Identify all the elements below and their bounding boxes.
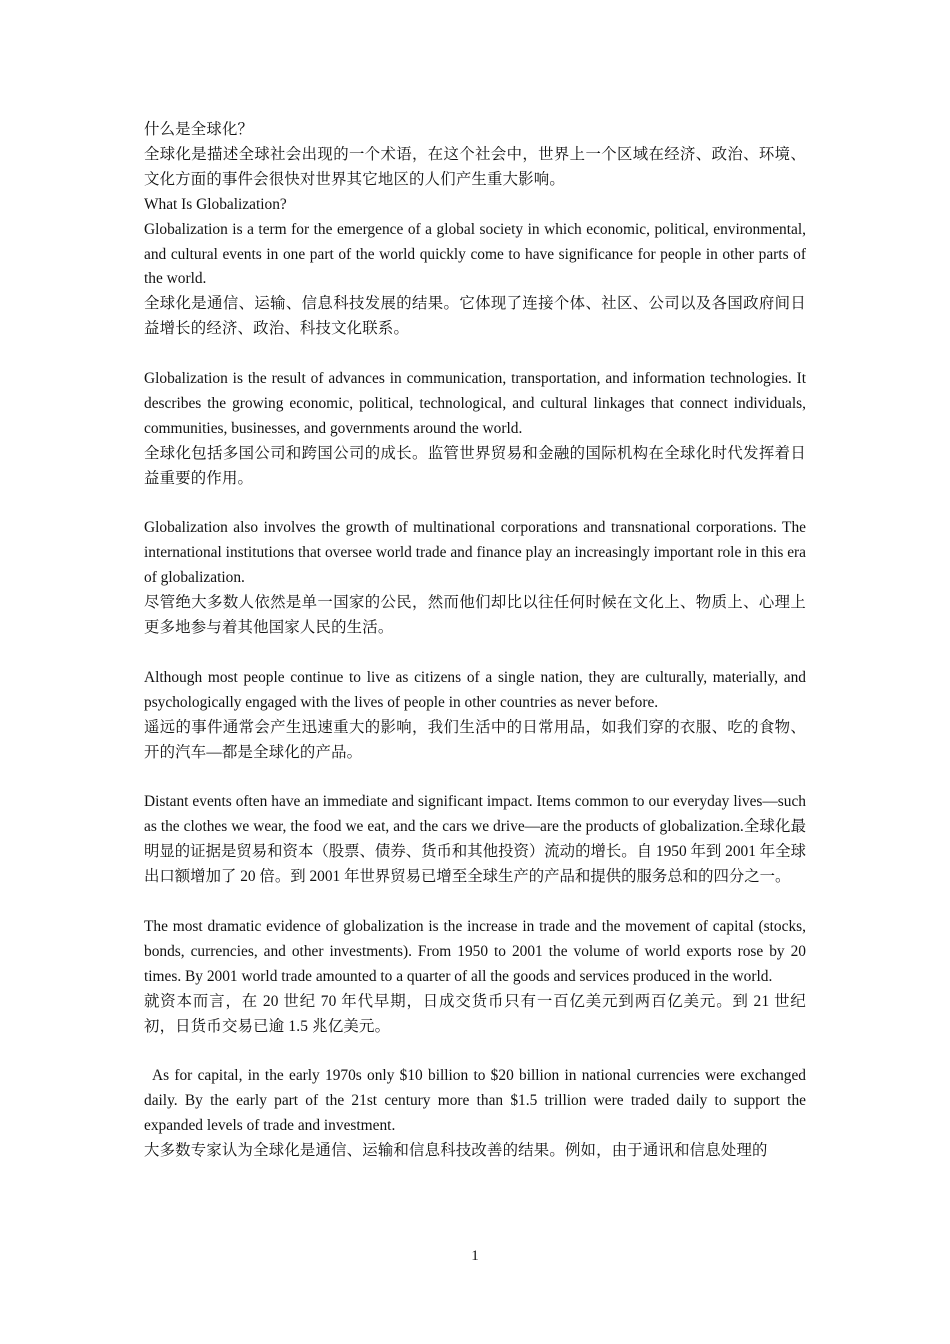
blank-line xyxy=(144,1039,806,1064)
paragraph-7-chinese: 就资本而言，在 20 世纪 70 年代早期，日成交货币只有一百亿美元到两百亿美元。到 21 世纪初，日货币交易已逾 1.5 兆亿美元。 xyxy=(144,992,806,1035)
paragraph-4-chinese: 尽管绝大多数人依然是单一国家的公民，然而他们却比以往任何时候在文化上、物质上、心理上更多地参与着其他国家人民的生活。 xyxy=(144,594,806,637)
paragraph-4-english: Although most people continue to live as citizens of a single nation, they are culturally, materially, and psychologically engaged with the lives of people in other countries as never before. xyxy=(144,668,806,711)
paragraph-1-english: Globalization is a term for the emergence of a global society in which economic, political, environmental, and cultural events in one part of the world quickly come to have significance for people in other parts of the world. xyxy=(144,220,806,288)
title-chinese: 什么是全球化？ xyxy=(144,121,254,138)
blank-line xyxy=(144,641,806,666)
document-body xyxy=(144,118,806,1164)
paragraph-6-english: The most dramatic evidence of globalization is the increase in trade and the movement of capital (stocks, bonds, currencies, and other investments). From 1950 to 2001 the volume of world exports rose by 20 times. By 2001 world trade amounted to a quarter of all the goods and services produced in the world. xyxy=(144,917,806,985)
paragraph-2-english: Globalization is the result of advances in communication, transportation, and information technologies. It describes the growing economic, political, technological, and cultural linkages that connect individuals, communities, businesses, and governments around the world. xyxy=(144,370,806,437)
paragraph-7-english: As for capital, in the early 1970s only $10 billion to $20 billion in national currencies were exchanged daily. By the early part of the 21st century more than $1.5 trillion were traded daily to support the expanded levels of trade and investment. xyxy=(144,1067,806,1135)
blank-line xyxy=(144,342,806,367)
title-english: What Is Globalization? xyxy=(144,195,287,213)
blank-line xyxy=(144,766,806,791)
blank-line xyxy=(144,890,806,915)
paragraph-5-english-6-chinese: Distant events often have an immediate and significant impact. Items common to our everyday lives—such as the clothes we wear, the food we eat, and the cars we drive—are the products of globalization.全球化最明显的证据是贸易和资本（股票、债券、货币和其他投资）流动的增长。自 1950 年到 2001 年全球出口额增加了 20 倍。到 2001 年世界贸易已增至全球生产的产品和提供的服务总和的四分之一。 xyxy=(144,793,806,886)
paragraph-2-chinese: 全球化是通信、运输、信息科技发展的结果。它体现了连接个体、社区、公司以及各国政府间日益增长的经济、政治、科技文化联系。 xyxy=(144,295,806,338)
blank-line xyxy=(144,492,806,517)
paragraph-3-english: Globalization also involves the growth of multinational corporations and transnational corporations. The international institutions that oversee world trade and finance play an increasingly important role in this era of globalization. xyxy=(144,519,806,587)
paragraph-5-chinese: 遥远的事件通常会产生迅速重大的影响，我们生活中的日常用品，如我们穿的衣服、吃的食物、开的汽车—都是全球化的产品。 xyxy=(144,718,806,761)
paragraph-1-chinese: 全球化是描述全球社会出现的一个术语，在这个社会中，世界上一个区域在经济、政治、环境、文化方面的事件会很快对世界其它地区的人们产生重大影响。 xyxy=(144,145,806,188)
paragraph-3-chinese: 全球化包括多国公司和跨国公司的成长。监管世界贸易和金融的国际机构在全球化时代发挥着日益重要的作用。 xyxy=(144,444,806,487)
paragraph-8-chinese: 大多数专家认为全球化是通信、运输和信息科技改善的结果。例如，由于通讯和信息处理的 xyxy=(144,1142,768,1160)
page-number: 1 xyxy=(471,1248,479,1264)
